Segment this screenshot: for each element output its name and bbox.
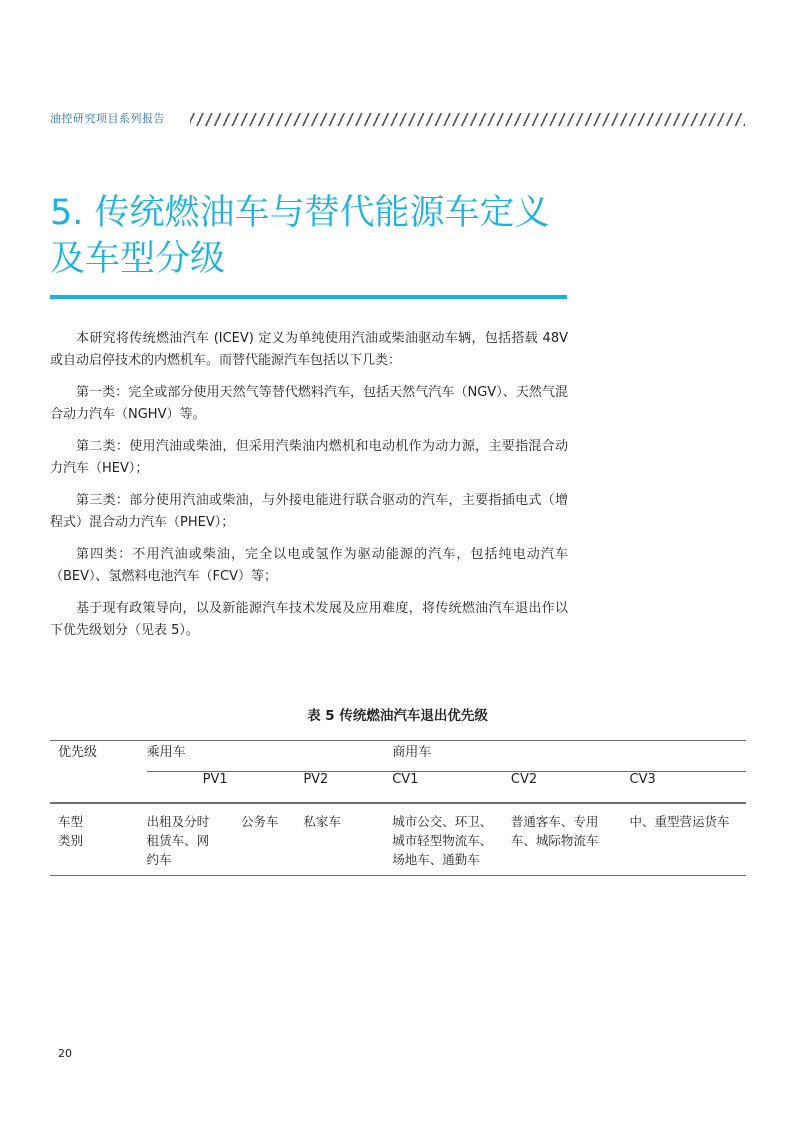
code-cv3: CV3 — [630, 772, 746, 804]
cell-pv1-a: 出租及分时租赁车、网约车 — [147, 803, 241, 876]
code-cv1: CV1 — [392, 772, 511, 804]
title-underline — [50, 295, 567, 299]
paragraph-type1: 第一类：完全或部分使用天然气等替代燃料汽车，包括天然气汽车（NGV）、天然气混合动力汽车（NGHV）等。 — [50, 385, 568, 422]
page-number: 20 — [58, 1047, 72, 1060]
paragraph-intro: 本研究将传统燃油汽车 (ICEV) 定义为单纯使用汽油或柴油驱动车辆，包括搭载 48V 或自动启停技术的内燃机车。而替代能源汽车包括以下几类： — [50, 331, 568, 368]
cell-pv1-b: 公务车 — [241, 803, 303, 876]
row-label-line2: 类别 — [58, 833, 84, 848]
paragraph-conclusion: 基于现有政策导向，以及新能源汽车技术发展及应用难度，将传统燃油汽车退出作以下优先级划分（见表 5）。 — [50, 601, 568, 638]
code-cv2: CV2 — [511, 772, 630, 804]
row-label-line1: 车型 — [58, 814, 84, 829]
priority-table — [50, 740, 746, 876]
section-title-line2: 及车型分级 — [50, 239, 226, 279]
cell-cv3: 中、重型营运货车 — [630, 803, 746, 876]
section-title — [50, 190, 610, 282]
cell-cv1: 城市公交、环卫、城市轻型物流车、场地车、通勤车 — [392, 803, 511, 876]
cell-cv2: 普通客车、专用车、城际物流车 — [511, 803, 630, 876]
header-commercial: 商用车 — [392, 741, 746, 772]
section-title-line1: 5. 传统燃油车与替代能源车定义 — [50, 193, 550, 233]
code-pv1: PV1 — [147, 772, 304, 804]
code-pv2: PV2 — [303, 772, 392, 804]
series-label: 油控研究项目系列报告 — [50, 112, 165, 125]
cell-pv2: 私家车 — [303, 803, 392, 876]
header-hatch-decoration — [190, 113, 745, 126]
paragraph-type3: 第三类：部分使用汽油或柴油，与外接电能进行联合驱动的汽车，主要指插电式（增程式）混合动力汽车（PHEV）； — [50, 493, 568, 530]
paragraph-type2: 第二类：使用汽油或柴油，但采用汽柴油内燃机和电动机作为动力源，主要指混合动力汽车（HEV）； — [50, 439, 568, 476]
header-priority: 优先级 — [50, 741, 147, 804]
table-caption: 表 5 传统燃油汽车退出优先级 — [307, 708, 488, 724]
paragraph-type4: 第四类：不用汽油或柴油，完全以电或氢作为驱动能源的汽车，包括纯电动汽车（BEV）、氢燃料电池汽车（FCV）等； — [50, 547, 568, 584]
header-passenger: 乘用车 — [147, 741, 393, 772]
body-text — [50, 328, 568, 652]
row-label-vehicle-type — [50, 803, 147, 876]
